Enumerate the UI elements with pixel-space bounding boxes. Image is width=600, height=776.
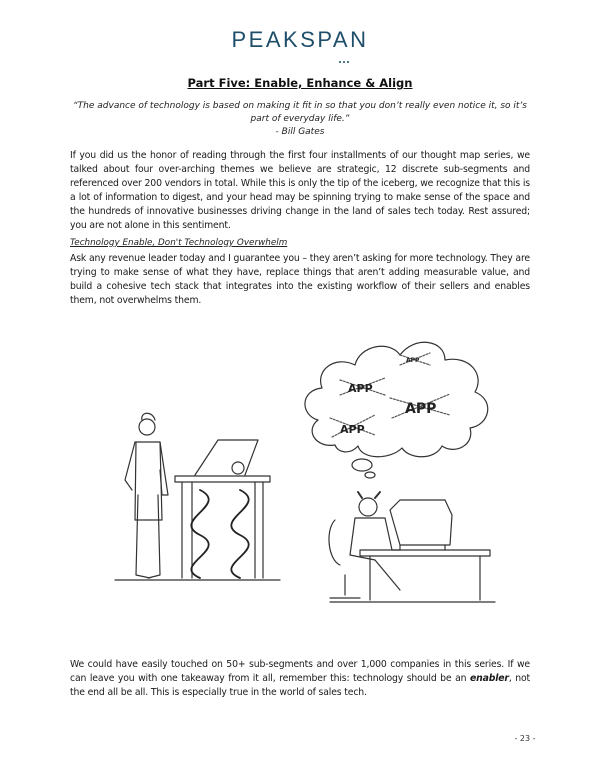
closing-text-before: We could have easily touched on 50+ sub-segments and over 1,000 companies in this series. If we can leave you with one takeaway from it all, remember this: technology should be an	[70, 659, 530, 684]
quote-author: - Bill Gates	[275, 127, 325, 137]
app-label-4: APP	[406, 357, 420, 364]
closing-paragraph	[70, 658, 530, 700]
sketch-illustration	[100, 320, 520, 650]
thought-trail-icon	[352, 459, 372, 471]
page-number: - 23 -	[514, 734, 536, 743]
app-label-3: APP	[340, 423, 365, 436]
closing-emphasis: enabler	[469, 673, 509, 684]
app-label-1: APP	[348, 382, 373, 395]
logo-dots	[339, 48, 351, 50]
page-title: Part Five: Enable, Enhance & Align	[187, 76, 413, 90]
intro-paragraph: If you did us the honor of reading through the first four installments of our thought map series, we talked about four over-arching themes we believe are strategic, 12 discrete sub-segments and referenced over 200 vendors in total. While this is only the tip of the iceberg, we recognize that this is a lot of information to digest, and your head may be spinning trying to make sense of the space and the hundreds of innovative businesses driving change in the land of sales tech today. Rest assured; you are not alone in this sentiment.	[70, 150, 530, 231]
section-paragraph: Ask any revenue leader today and I guarantee you – they aren’t asking for more technology. They are trying to make sense of what they have, replace things that aren’t adding measurable value, and build a cohesive tech stack that integrates into the existing workflow of their sellers and enables them, not overwhelms them.	[70, 253, 530, 306]
quote-block	[72, 100, 528, 139]
app-label-2: APP	[405, 401, 437, 417]
peakspan-logo: PEAKSPAN	[231, 27, 369, 52]
quote-text: “The advance of technology is based on making it fit in so that you don’t really even notice it, so it’s part of everyday life.”	[73, 101, 527, 124]
closing-text-after: , not the end all be all. This is especially true in the world of sales tech.	[70, 673, 530, 698]
section-subheading: Technology Enable, Don't Technology Overwhelm	[70, 238, 288, 248]
